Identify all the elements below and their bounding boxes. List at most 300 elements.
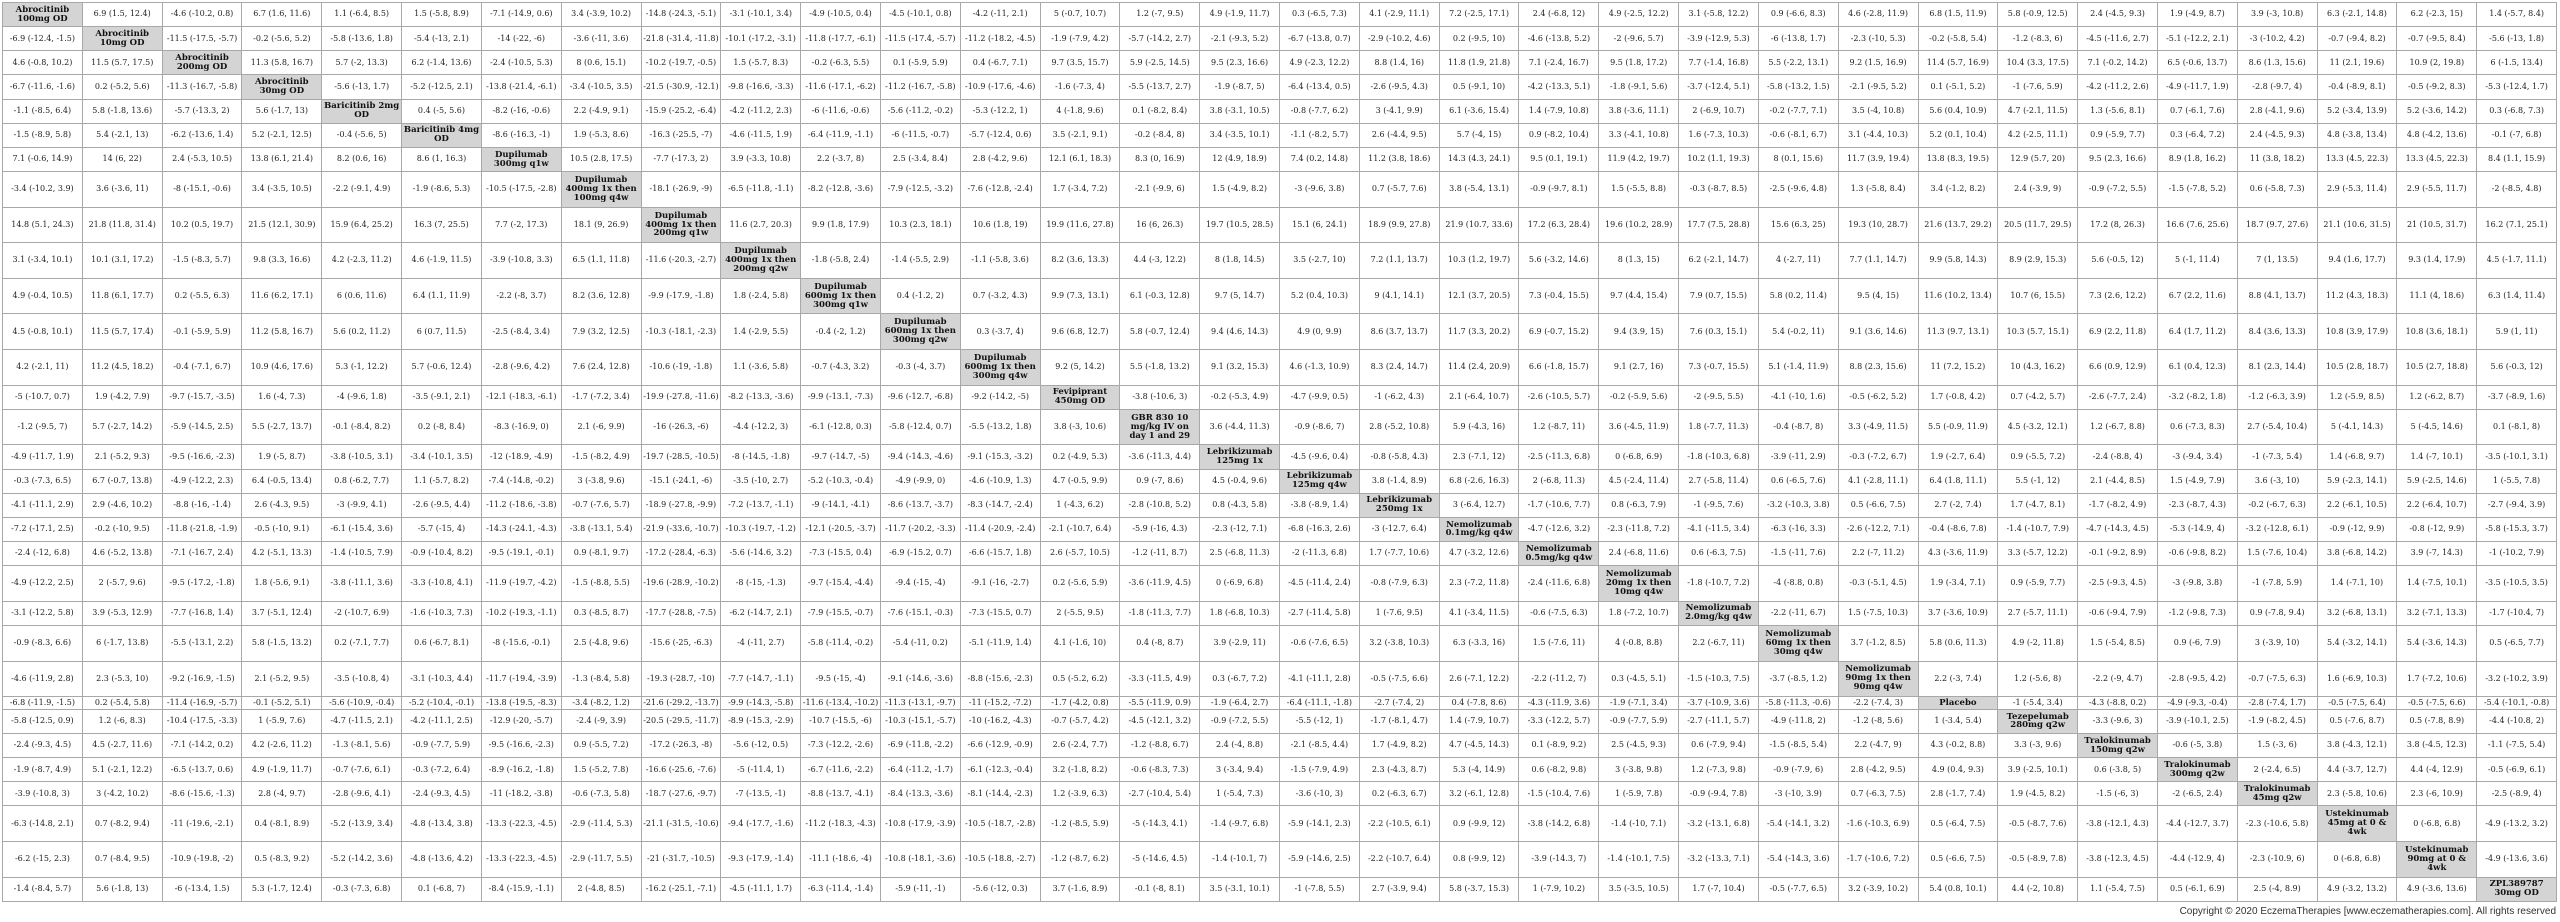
comparison-cell: -2.6 (-12.2, 7.1)	[1838, 517, 1918, 541]
treatment-label: Ustekinumab 90mg at 0 & 4wk	[2397, 842, 2477, 878]
comparison-cell: 4.6 (-2.8, 11.9)	[1838, 3, 1918, 27]
comparison-cell: 4.6 (-5.2, 13.8)	[82, 542, 162, 566]
comparison-cell: 0.3 (-6.5, 7.3)	[1280, 3, 1360, 27]
comparison-cell: -3.4 (-10.5, 3.5)	[561, 75, 641, 99]
comparison-cell: 3.7 (-1.6, 8.9)	[1040, 877, 1120, 901]
comparison-cell: 2.7 (-3.9, 9.4)	[1359, 877, 1439, 901]
comparison-cell: -3.8 (-12.3, 4.5)	[2078, 842, 2158, 878]
comparison-cell: -6.8 (-16.3, 2.6)	[1280, 517, 1360, 541]
comparison-cell: -4.1 (-11.1, 2.8)	[1280, 661, 1360, 697]
comparison-cell: -1.5 (-6, 3)	[2078, 782, 2158, 806]
comparison-cell: -7.6 (-15.1, -0.3)	[880, 601, 960, 625]
comparison-cell: -0.3 (-7.3, 6.5)	[3, 469, 83, 493]
comparison-cell: -1.3 (-8.1, 5.6)	[322, 734, 402, 758]
comparison-cell: 1.4 (-2.9, 5.5)	[721, 314, 801, 350]
comparison-cell: 11 (7.2, 15.2)	[1918, 350, 1998, 386]
comparison-cell: -10.8 (-18.1, -3.6)	[880, 842, 960, 878]
comparison-cell: 4.6 (-1.3, 10.9)	[1280, 350, 1360, 386]
comparison-cell: 17.2 (8, 26.3)	[2078, 207, 2158, 243]
comparison-cell: -8.2 (-12.8, -3.6)	[801, 172, 881, 208]
comparison-cell: 10.9 (2, 19.8)	[2397, 51, 2477, 75]
comparison-cell: 11.8 (6.1, 17.7)	[82, 278, 162, 314]
table-row	[3, 566, 2557, 602]
comparison-cell: 4.5 (-3.2, 12.1)	[1998, 409, 2078, 445]
comparison-cell: 1.8 (-5.6, 9.1)	[242, 566, 322, 602]
comparison-cell: 3.7 (-5.1, 12.4)	[242, 601, 322, 625]
comparison-cell: 3 (-3.8, 9.8)	[1599, 758, 1679, 782]
comparison-cell: -9.7 (-15.4, -4.4)	[801, 566, 881, 602]
comparison-cell: 2.6 (-5.7, 10.5)	[1040, 542, 1120, 566]
comparison-cell: -8.4 (-15.9, -1.1)	[481, 877, 561, 901]
comparison-cell: -1.5 (-8.3, 5.7)	[162, 243, 242, 279]
comparison-cell: 16.3 (7, 25.5)	[402, 207, 482, 243]
comparison-cell: -10.3 (-15.1, -5.7)	[880, 709, 960, 733]
comparison-cell: -1.2 (-8.7, 6.2)	[1040, 842, 1120, 878]
comparison-cell: -0.7 (-4.3, 3.2)	[801, 350, 881, 386]
treatment-label: Nemolizumab 60mg 1x then 30mg q4w	[1758, 625, 1838, 661]
comparison-cell: 6.5 (1.1, 11.8)	[561, 243, 641, 279]
comparison-cell: -1 (-9.5, 7.6)	[1679, 493, 1759, 517]
table-row	[3, 123, 2557, 147]
comparison-cell: 1.9 (-5.3, 8.6)	[561, 123, 641, 147]
comparison-cell: -7.3 (-12.2, -2.6)	[801, 734, 881, 758]
comparison-cell: -11 (-19.6, -2.1)	[162, 806, 242, 842]
comparison-cell: -0.2 (-8.4, 8)	[1120, 123, 1200, 147]
comparison-cell: 19.3 (10, 28.7)	[1838, 207, 1918, 243]
comparison-cell: 6.9 (-0.7, 15.2)	[1519, 314, 1599, 350]
comparison-cell: -12 (-18.9, -4.9)	[481, 445, 561, 469]
comparison-cell: 0.4 (-5, 5.6)	[402, 99, 482, 123]
comparison-cell: -7.1 (-14.2, 0.2)	[162, 734, 242, 758]
comparison-cell: 2.2 (-6.1, 10.5)	[2317, 493, 2397, 517]
comparison-cell: -2.4 (-9, 3.9)	[561, 709, 641, 733]
comparison-cell: 5.7 (-2.7, 14.2)	[82, 409, 162, 445]
comparison-cell: 0.2 (-5.2, 5.6)	[82, 75, 162, 99]
table-row	[3, 806, 2557, 842]
comparison-cell: 4.9 (0, 9.9)	[1280, 314, 1360, 350]
comparison-cell: -0.9 (-9.4, 7.8)	[1679, 782, 1759, 806]
comparison-cell: 1.9 (-4.9, 8.7)	[2157, 3, 2237, 27]
comparison-cell: 17.2 (6.3, 28.4)	[1519, 207, 1599, 243]
comparison-cell: -3 (-9.4, 3.4)	[2157, 445, 2237, 469]
comparison-cell: 2.7 (-5.7, 11.1)	[1998, 601, 2078, 625]
comparison-cell: 5.3 (-4, 14.9)	[1439, 758, 1519, 782]
comparison-cell: -6.7 (-11.6, -1.6)	[3, 75, 83, 99]
treatment-label: Ustekinumab 45mg at 0 & 4wk	[2317, 806, 2397, 842]
comparison-cell: -10.6 (-19, -1.8)	[641, 350, 721, 386]
comparison-cell: -0.2 (-5.9, 5.6)	[1599, 385, 1679, 409]
comparison-cell: -8.9 (-16.2, -1.8)	[481, 758, 561, 782]
table-row	[3, 3, 2557, 27]
comparison-cell: 0.4 (-6.7, 7.1)	[960, 51, 1040, 75]
comparison-cell: 11.7 (3.9, 19.4)	[1838, 147, 1918, 171]
comparison-cell: -1.4 (-8.4, 5.7)	[3, 877, 83, 901]
comparison-cell: -2.8 (-9.6, 4.1)	[322, 782, 402, 806]
comparison-cell: 5.9 (-4.3, 16)	[1439, 409, 1519, 445]
comparison-cell: 5.2 (-3.4, 13.9)	[2317, 99, 2397, 123]
comparison-cell: -10.7 (-15.5, -6)	[801, 709, 881, 733]
comparison-cell: 11.5 (5.7, 17.4)	[82, 314, 162, 350]
comparison-cell: 4.9 (-1.9, 11.7)	[1200, 3, 1280, 27]
comparison-cell: 8.2 (3.6, 13.3)	[1040, 243, 1120, 279]
comparison-cell: 3.9 (-2.5, 10.1)	[1998, 758, 2078, 782]
comparison-cell: 1.1 (-5.7, 8.2)	[402, 469, 482, 493]
comparison-cell: 6.1 (-0.3, 12.8)	[1120, 278, 1200, 314]
copyright-notice: Copyright © 2020 EczemaTherapies [www.eczematherapies.com]. All rights reserved	[2179, 906, 2556, 917]
comparison-cell: 2.1 (-5.2, 9.5)	[242, 661, 322, 697]
comparison-cell: 8.4 (1.1, 15.9)	[2477, 147, 2557, 171]
comparison-cell: -9.8 (-16.6, -3.3)	[721, 75, 801, 99]
comparison-cell: -15.1 (-24.1, -6)	[641, 469, 721, 493]
comparison-cell: -18.1 (-26.9, -9)	[641, 172, 721, 208]
comparison-cell: 21.1 (10.6, 31.5)	[2317, 207, 2397, 243]
comparison-cell: 1.8 (-7.2, 10.7)	[1599, 601, 1679, 625]
comparison-cell: -20.5 (-29.5, -11.7)	[641, 709, 721, 733]
comparison-cell: 2.8 (-4, 9.7)	[242, 782, 322, 806]
comparison-cell: 0.2 (-5.5, 6.3)	[162, 278, 242, 314]
comparison-cell: -2.9 (-11.4, 5.3)	[561, 806, 641, 842]
comparison-cell: 7.1 (-2.4, 16.7)	[1519, 51, 1599, 75]
comparison-cell: -11.4 (-16.9, -5.7)	[162, 697, 242, 710]
comparison-cell: -8.2 (-16, -0.6)	[481, 99, 561, 123]
comparison-cell: -5.6 (-12, 0.5)	[721, 734, 801, 758]
comparison-cell: -1.8 (-10.3, 6.8)	[1679, 445, 1759, 469]
comparison-cell: -0.5 (-7.5, 6.4)	[2317, 697, 2397, 710]
comparison-cell: 1.5 (-7.6, 11)	[1519, 625, 1599, 661]
comparison-cell: -5.7 (-12.4, 0.6)	[960, 123, 1040, 147]
comparison-cell: 7.2 (1.1, 13.7)	[1359, 243, 1439, 279]
comparison-cell: -2.2 (-10.5, 6.1)	[1359, 806, 1439, 842]
comparison-cell: -11.2 (-18.6, -3.8)	[481, 493, 561, 517]
comparison-cell: -5.9 (-14.5, 2.5)	[162, 409, 242, 445]
comparison-cell: -9.7 (-14.7, -5)	[801, 445, 881, 469]
comparison-cell: 3.9 (-2.9, 11)	[1200, 625, 1280, 661]
comparison-cell: 2.6 (-4.4, 9.5)	[1359, 123, 1439, 147]
comparison-cell: -1.2 (-9.5, 7)	[3, 409, 83, 445]
comparison-cell: -8.6 (-13.7, -3.7)	[880, 493, 960, 517]
comparison-cell: 1.6 (-4, 7.3)	[242, 385, 322, 409]
comparison-cell: -6.4 (-11.1, -1.8)	[1280, 697, 1360, 710]
comparison-cell: 10.2 (0.5, 19.7)	[162, 207, 242, 243]
comparison-cell: 1 (-5.4, 7.3)	[1200, 782, 1280, 806]
comparison-cell: 6.7 (2.2, 11.6)	[2157, 278, 2237, 314]
comparison-cell: -1.6 (-10.3, 7.3)	[402, 601, 482, 625]
comparison-cell: -2.8 (-7.4, 1.7)	[2237, 697, 2317, 710]
comparison-cell: 5.6 (0.2, 11.2)	[322, 314, 402, 350]
treatment-label: Lebrikizumab 125mg 1x	[1200, 445, 1280, 469]
comparison-cell: 0.6 (-7.9, 9.4)	[1679, 734, 1759, 758]
comparison-cell: 6.6 (0.9, 12.9)	[2078, 350, 2158, 386]
comparison-cell: 1.2 (-3.9, 6.3)	[1040, 782, 1120, 806]
treatment-label: Fevipiprant 450mg OD	[1040, 385, 1120, 409]
comparison-cell: -14.3 (-24.1, -4.3)	[481, 517, 561, 541]
comparison-cell: -9.9 (-13.1, -7.3)	[801, 385, 881, 409]
comparison-cell: 3.7 (-3.6, 10.9)	[1918, 601, 1998, 625]
comparison-cell: 4.7 (-2.1, 11.5)	[1998, 99, 2078, 123]
comparison-cell: -11.4 (-20.9, -2.4)	[960, 517, 1040, 541]
comparison-cell: -17.2 (-28.4, -6.3)	[641, 542, 721, 566]
comparison-cell: -4.6 (-13.8, 5.2)	[1519, 27, 1599, 51]
comparison-cell: -5.4 (-14.3, 3.6)	[1758, 842, 1838, 878]
comparison-cell: -5.8 (-13.2, 1.5)	[1758, 75, 1838, 99]
comparison-cell: -11.3 (-16.7, -5.8)	[162, 75, 242, 99]
comparison-cell: -3 (-10, 3.9)	[1758, 782, 1838, 806]
comparison-cell: 10.5 (2.8, 17.5)	[561, 147, 641, 171]
comparison-cell: 11.6 (10.2, 13.4)	[1918, 278, 1998, 314]
comparison-cell: -0.6 (-9.4, 7.9)	[2078, 601, 2158, 625]
comparison-cell: 1.5 (-7.6, 10.4)	[2237, 542, 2317, 566]
comparison-cell: -5.2 (-13.9, 3.4)	[322, 806, 402, 842]
comparison-cell: 5.9 (1, 11)	[2477, 314, 2557, 350]
comparison-cell: -13.3 (-22.3, -4.5)	[481, 842, 561, 878]
comparison-cell: -4.1 (-10, 1.6)	[1758, 385, 1838, 409]
comparison-cell: 1.2 (-5.6, 8)	[1998, 661, 2078, 697]
comparison-cell: -4 (-9.6, 1.8)	[322, 385, 402, 409]
comparison-cell: -8.8 (-15.6, -2.3)	[960, 661, 1040, 697]
comparison-cell: 8.1 (2.3, 14.4)	[2237, 350, 2317, 386]
comparison-cell: -5 (-14.6, 4.5)	[1120, 842, 1200, 878]
comparison-cell: -2 (-11.3, 6.8)	[1280, 542, 1360, 566]
comparison-cell: 1.4 (-7, 10.1)	[2397, 445, 2477, 469]
comparison-cell: 0.2 (-9.5, 10)	[1439, 27, 1519, 51]
comparison-cell: -1.4 (-9.7, 6.8)	[1200, 806, 1280, 842]
table-row	[3, 758, 2557, 782]
comparison-cell: -2.8 (-9.7, 4)	[2237, 75, 2317, 99]
comparison-cell: 21.9 (10.7, 33.6)	[1439, 207, 1519, 243]
comparison-cell: 7.9 (3.2, 12.5)	[561, 314, 641, 350]
comparison-cell: 4.5 (-0.8, 10.1)	[3, 314, 83, 350]
comparison-cell: -6.9 (-11.8, -2.2)	[880, 734, 960, 758]
comparison-cell: 1.2 (-6, 8.3)	[82, 709, 162, 733]
treatment-label: Lebrikizumab 125mg q4w	[1280, 469, 1360, 493]
comparison-cell: 10.4 (3.3, 17.5)	[1998, 51, 2078, 75]
comparison-cell: -9.5 (-15, -4)	[801, 661, 881, 697]
comparison-cell: 3.5 (-3.5, 10.5)	[1599, 877, 1679, 901]
comparison-cell: -0.9 (-10.4, 8.2)	[402, 542, 482, 566]
comparison-cell: -1.1 (-8.5, 6.4)	[3, 99, 83, 123]
comparison-cell: 5 (-4.1, 14.3)	[2317, 409, 2397, 445]
comparison-cell: 0.7 (-6.1, 7.6)	[2157, 99, 2237, 123]
comparison-cell: 11.1 (4, 18.6)	[2397, 278, 2477, 314]
comparison-cell: -0.9 (-7.7, 5.9)	[402, 734, 482, 758]
treatment-label: Dupilumab 400mg 1x then 100mg q4w	[561, 172, 641, 208]
comparison-cell: 8 (1.3, 15)	[1599, 243, 1679, 279]
comparison-cell: 7.6 (0.3, 15.1)	[1679, 314, 1759, 350]
comparison-cell: -1.7 (-10.4, 7)	[2477, 601, 2557, 625]
comparison-cell: -3.7 (-8.9, 1.6)	[2477, 385, 2557, 409]
comparison-cell: -2.4 (-9.3, 4.5)	[3, 734, 83, 758]
comparison-cell: 5.1 (-1.4, 11.9)	[1758, 350, 1838, 386]
comparison-cell: 2.5 (-3.4, 8.4)	[880, 147, 960, 171]
comparison-cell: -1 (-7.6, 5.9)	[1998, 75, 2078, 99]
comparison-cell: 0.9 (-9.9, 12)	[1439, 806, 1519, 842]
comparison-cell: 13.8 (6.1, 21.4)	[242, 147, 322, 171]
comparison-cell: 11.2 (5.8, 16.7)	[242, 314, 322, 350]
comparison-cell: 16.2 (7.1, 25.1)	[2477, 207, 2557, 243]
comparison-cell: 4 (-1.8, 9.6)	[1040, 99, 1120, 123]
comparison-cell: -10.1 (-17.2, -3.1)	[721, 27, 801, 51]
comparison-cell: 7.7 (1.1, 14.7)	[1838, 243, 1918, 279]
comparison-cell: 1.1 (-3.6, 5.8)	[721, 350, 801, 386]
comparison-cell: 1.4 (-7.5, 10.1)	[2397, 566, 2477, 602]
comparison-cell: -5.6 (-12, 0.3)	[960, 877, 1040, 901]
treatment-label: Nemolizumab 2.0mg/kg q4w	[1679, 601, 1759, 625]
comparison-cell: -5.5 (-13.2, 1.8)	[960, 409, 1040, 445]
comparison-cell: 1.7 (-4.9, 8.2)	[1359, 734, 1439, 758]
comparison-cell: -3.6 (-11, 3.6)	[561, 27, 641, 51]
comparison-cell: -1.5 (-8.5, 5.4)	[1758, 734, 1838, 758]
comparison-cell: 4 (-2.7, 11)	[1758, 243, 1838, 279]
comparison-cell: -1.4 (-10.1, 7)	[1200, 842, 1280, 878]
comparison-cell: -3.4 (-8.2, 1.2)	[561, 697, 641, 710]
comparison-cell: -9.2 (-14.2, -5)	[960, 385, 1040, 409]
comparison-cell: -8 (-15.6, -0.1)	[481, 625, 561, 661]
comparison-cell: -3.5 (-9.1, 2.1)	[402, 385, 482, 409]
comparison-cell: 0.8 (-6.3, 7.9)	[1599, 493, 1679, 517]
comparison-cell: -21.5 (-30.9, -12.1)	[641, 75, 721, 99]
comparison-cell: 21.8 (11.8, 31.4)	[82, 207, 162, 243]
comparison-cell: 4.7 (-3.2, 12.6)	[1439, 542, 1519, 566]
comparison-cell: -1.6 (-10.3, 6.9)	[1838, 806, 1918, 842]
comparison-cell: -1.8 (-5.8, 2.4)	[801, 243, 881, 279]
comparison-cell: 3.8 (-6.8, 14.2)	[2317, 542, 2397, 566]
comparison-cell: -14 (-22, -6)	[481, 27, 561, 51]
comparison-cell: -0.5 (-8.7, 7.6)	[1998, 806, 2078, 842]
comparison-cell: 4.5 (-1.7, 11.1)	[2477, 243, 2557, 279]
comparison-cell: -2 (-8.5, 4.8)	[2477, 172, 2557, 208]
comparison-cell: 0.3 (-4.5, 5.1)	[1599, 661, 1679, 697]
comparison-cell: 0.5 (-6.6, 7.5)	[1838, 493, 1918, 517]
comparison-cell: 0.2 (-5.6, 5.9)	[1040, 566, 1120, 602]
comparison-cell: -1 (-10.2, 7.9)	[2477, 542, 2557, 566]
comparison-cell: 4.3 (-3.6, 11.9)	[1918, 542, 1998, 566]
comparison-cell: 4.5 (-2.4, 11.4)	[1599, 469, 1679, 493]
table-row	[3, 243, 2557, 279]
comparison-cell: -4.2 (-11.2, 2.6)	[2078, 75, 2158, 99]
comparison-cell: -9.4 (-17.7, -1.6)	[721, 806, 801, 842]
comparison-cell: 0.6 (-7.3, 8.3)	[2157, 409, 2237, 445]
comparison-cell: 4.9 (-0.4, 10.5)	[3, 278, 83, 314]
comparison-cell: -1.5 (-7.9, 4.9)	[1280, 758, 1360, 782]
comparison-cell: -6.3 (-11.4, -1.4)	[801, 877, 881, 901]
comparison-cell: -4.5 (-12.1, 3.2)	[1120, 709, 1200, 733]
comparison-cell: -4.4 (-10.8, 2)	[2477, 709, 2557, 733]
comparison-cell: -5.7 (-15, 4)	[402, 517, 482, 541]
treatment-label: Abrocitinib 30mg OD	[242, 75, 322, 99]
comparison-cell: 11.3 (9.7, 13.1)	[1918, 314, 1998, 350]
comparison-cell: -1.9 (-8.2, 4.5)	[2237, 709, 2317, 733]
comparison-cell: -4 (-8.8, 0.8)	[1758, 566, 1838, 602]
comparison-cell: 10.5 (2.8, 18.7)	[2317, 350, 2397, 386]
comparison-cell: 5.4 (-0.2, 11)	[1758, 314, 1838, 350]
comparison-cell: -2.4 (-8.8, 4)	[2078, 445, 2158, 469]
comparison-cell: 4.1 (-2.8, 11.1)	[1838, 469, 1918, 493]
comparison-cell: 0.1 (-5.9, 5.9)	[880, 51, 960, 75]
comparison-cell: -4.6 (-10.9, 1.3)	[960, 469, 1040, 493]
comparison-cell: -4.9 (-11.8, 2)	[1758, 709, 1838, 733]
comparison-cell: 1.5 (-5.2, 7.8)	[561, 758, 641, 782]
comparison-cell: -0.3 (-8.7, 8.5)	[1679, 172, 1759, 208]
comparison-cell: -3.4 (-10.2, 3.9)	[3, 172, 83, 208]
comparison-cell: -6.7 (-11.6, -2.2)	[801, 758, 881, 782]
comparison-cell: 4 (-0.8, 8.8)	[1599, 625, 1679, 661]
comparison-cell: 3 (-3.8, 9.6)	[561, 469, 641, 493]
comparison-cell: 2.2 (-4.9, 9.1)	[561, 99, 641, 123]
comparison-cell: 5.3 (-1, 12.2)	[322, 350, 402, 386]
comparison-cell: -3.7 (-8.5, 1.2)	[1758, 661, 1838, 697]
table-row	[3, 314, 2557, 350]
comparison-cell: -0.9 (-7.2, 5.5)	[2078, 172, 2158, 208]
comparison-cell: -10.9 (-17.6, -4.6)	[960, 75, 1040, 99]
comparison-cell: 6.2 (-2.1, 14.7)	[1679, 243, 1759, 279]
comparison-cell: 15.6 (6.3, 25)	[1758, 207, 1838, 243]
comparison-cell: -7.3 (-15.5, 0.7)	[960, 601, 1040, 625]
comparison-cell: -8 (-15.1, -0.6)	[162, 172, 242, 208]
comparison-cell: 9.9 (5.8, 14.3)	[1918, 243, 1998, 279]
comparison-cell: -5.1 (-12.2, 2.1)	[2157, 27, 2237, 51]
comparison-cell: 0.1 (-8.2, 8.4)	[1120, 99, 1200, 123]
comparison-cell: 9.2 (1.5, 16.9)	[1838, 51, 1918, 75]
comparison-cell: -11.7 (-19.4, -3.9)	[481, 661, 561, 697]
comparison-cell: 5.6 (0.4, 10.9)	[1918, 99, 1998, 123]
comparison-cell: 5.5 (-2.2, 13.1)	[1758, 51, 1838, 75]
comparison-cell: -2.3 (-10.9, 6)	[2237, 842, 2317, 878]
comparison-cell: -7.6 (-12.8, -2.4)	[960, 172, 1040, 208]
comparison-cell: -4.9 (-9.3, -0.4)	[2157, 697, 2237, 710]
comparison-cell: 5.2 (0.1, 10.4)	[1918, 123, 1998, 147]
comparison-cell: 9.8 (3.3, 16.6)	[242, 243, 322, 279]
comparison-cell: -9.7 (-15.7, -3.5)	[162, 385, 242, 409]
comparison-cell: -3.6 (-11.3, 4.4)	[1120, 445, 1200, 469]
comparison-cell: -3.3 (-12.2, 5.7)	[1519, 709, 1599, 733]
comparison-cell: -1.6 (-7.3, 4)	[1040, 75, 1120, 99]
comparison-cell: 2.6 (-2.4, 7.7)	[1040, 734, 1120, 758]
treatment-label: Nemolizumab 0.5mg/kg q4w	[1519, 542, 1599, 566]
table-row	[3, 601, 2557, 625]
comparison-cell: -2.1 (-8.5, 4.4)	[1280, 734, 1360, 758]
comparison-cell: -3.2 (-10.3, 3.8)	[1758, 493, 1838, 517]
comparison-cell: -2.4 (-9.3, 4.5)	[402, 782, 482, 806]
comparison-cell: 13.3 (4.5, 22.3)	[2397, 147, 2477, 171]
comparison-cell: -2.4 (-11.6, 6.8)	[1519, 566, 1599, 602]
comparison-cell: -0.6 (-7.3, 5.8)	[561, 782, 641, 806]
table-row	[3, 147, 2557, 171]
treatment-label: Placebo	[1918, 697, 1998, 710]
treatment-label: Lebrikizumab 250mg 1x	[1359, 493, 1439, 517]
comparison-cell: -2.1 (-9.9, 6)	[1120, 172, 1200, 208]
treatment-label: Dupilumab 600mg 1x then 300mg q2w	[880, 314, 960, 350]
comparison-cell: -5.5 (-11.9, 0.9)	[1120, 697, 1200, 710]
comparison-cell: -4.2 (-11, 2.1)	[960, 3, 1040, 27]
comparison-cell: -3.9 (-10.1, 2.5)	[2157, 709, 2237, 733]
comparison-cell: 2.2 (-3.7, 8)	[801, 147, 881, 171]
comparison-cell: -5.4 (-11, 0.2)	[880, 625, 960, 661]
comparison-cell: 6.8 (-2.6, 16.3)	[1439, 469, 1519, 493]
comparison-cell: -1.2 (-11, 8.7)	[1120, 542, 1200, 566]
table-row	[3, 172, 2557, 208]
comparison-cell: -3.8 (-10.5, 3.1)	[322, 445, 402, 469]
comparison-cell: 3.3 (-5.7, 12.2)	[1998, 542, 2078, 566]
comparison-cell: 1.2 (-5.9, 8.5)	[2317, 385, 2397, 409]
comparison-cell: -1 (-5.4, 3.4)	[1998, 697, 2078, 710]
comparison-cell: 0.9 (-5.9, 7.7)	[2078, 123, 2158, 147]
comparison-cell: 9.5 (0.1, 19.1)	[1519, 147, 1599, 171]
comparison-cell: 11.9 (4.2, 19.7)	[1599, 147, 1679, 171]
comparison-cell: 5.6 (-1.8, 13)	[82, 877, 162, 901]
comparison-cell: 0.1 (-8.9, 9.2)	[1519, 734, 1599, 758]
comparison-cell: -1.2 (-8.3, 6)	[1998, 27, 2078, 51]
comparison-cell: 3.1 (-5.8, 12.2)	[1679, 3, 1759, 27]
